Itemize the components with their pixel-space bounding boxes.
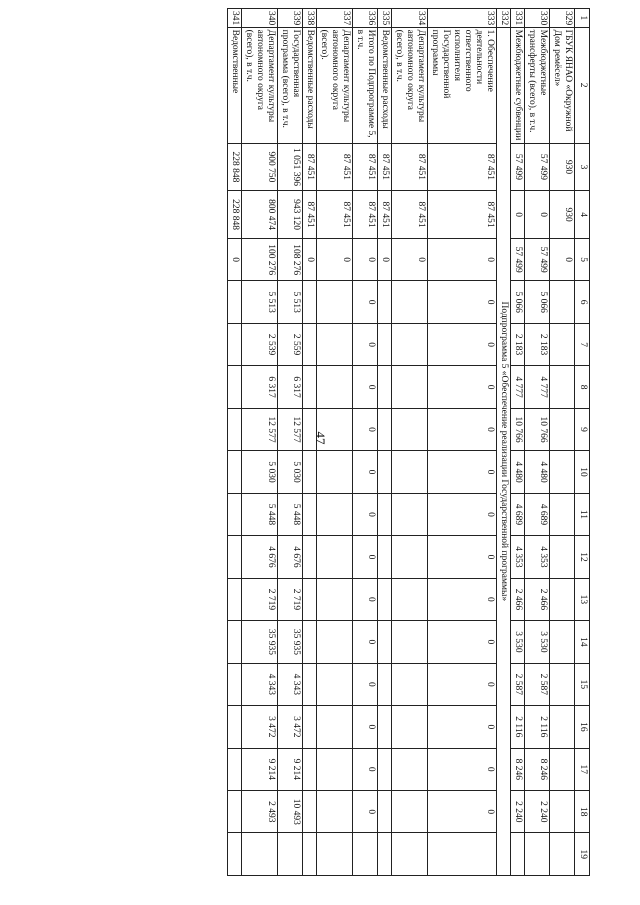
- table-cell: 2 719: [242, 578, 278, 620]
- table-cell: [303, 366, 317, 408]
- table-cell: 10 493: [278, 791, 303, 833]
- table-cell: 2 466: [525, 578, 550, 620]
- table-cell: [550, 791, 575, 833]
- table-cell: 35 935: [242, 621, 278, 663]
- table-cell: 2 587: [511, 663, 525, 705]
- table-row: [550, 9, 575, 876]
- table-cell: 2 466: [511, 578, 525, 620]
- table-cell: [317, 706, 353, 748]
- table-cell: [392, 451, 428, 493]
- table-cell: 87 451: [353, 143, 378, 191]
- table-cell: [303, 748, 317, 790]
- table-cell: 57 499: [525, 238, 550, 280]
- table-cell: 2 183: [511, 323, 525, 365]
- table-cell: 2 539: [242, 323, 278, 365]
- table-cell: 0: [392, 238, 428, 280]
- table-cell: 2 116: [511, 706, 525, 748]
- table-cell: [228, 621, 242, 663]
- table-cell: 87 451: [428, 143, 497, 191]
- row-number: 330: [525, 9, 550, 28]
- table-cell: 0: [428, 578, 497, 620]
- table-cell: [378, 536, 392, 578]
- table-row: [303, 9, 317, 876]
- table-cell: [317, 748, 353, 790]
- row-label: Межбюджетные трансферты (всего), в т.ч.: [525, 27, 550, 143]
- table-cell: 5 066: [525, 281, 550, 323]
- table-row: [317, 9, 353, 876]
- table-cell: 12 577: [242, 408, 278, 450]
- table-cell: [228, 451, 242, 493]
- table-cell: 4 353: [511, 536, 525, 578]
- table-cell: 87 451: [392, 143, 428, 191]
- table-cell: 0: [353, 493, 378, 535]
- table-cell: 87 451: [392, 191, 428, 239]
- table-cell: [550, 663, 575, 705]
- table-cell: 943 120: [278, 191, 303, 239]
- table-cell: 10 766: [511, 408, 525, 450]
- row-number: 331: [511, 9, 525, 28]
- table-cell: 87 451: [378, 143, 392, 191]
- table-cell: 108 276: [278, 238, 303, 280]
- row-number: 329: [550, 9, 575, 28]
- table-cell: 2 493: [242, 791, 278, 833]
- table-cell: [550, 536, 575, 578]
- table-row: [242, 9, 278, 876]
- table-cell: 800 474: [242, 191, 278, 239]
- table-cell: [228, 706, 242, 748]
- table-cell: 5 513: [242, 281, 278, 323]
- column-header: 13: [575, 578, 590, 620]
- table-cell: [303, 833, 317, 876]
- table-row: [525, 9, 550, 876]
- column-header: 15: [575, 663, 590, 705]
- table-cell: 100 276: [242, 238, 278, 280]
- table-cell: 3 472: [278, 706, 303, 748]
- table-cell: [392, 663, 428, 705]
- table-cell: [303, 408, 317, 450]
- table-cell: 9 214: [278, 748, 303, 790]
- table-cell: [392, 366, 428, 408]
- table-cell: [392, 791, 428, 833]
- table-cell: 0: [353, 621, 378, 663]
- row-label: Ведомственные расходы: [303, 27, 317, 143]
- table-cell: [353, 833, 378, 876]
- table-cell: 4 343: [278, 663, 303, 705]
- table-cell: 0: [228, 238, 242, 280]
- table-cell: [550, 621, 575, 663]
- table-cell: 10 766: [525, 408, 550, 450]
- table-body: [228, 9, 575, 876]
- table-cell: 228 848: [228, 191, 242, 239]
- row-label: Ведомственные: [228, 27, 242, 143]
- table-cell: [303, 706, 317, 748]
- table-cell: 0: [353, 366, 378, 408]
- table-row: [228, 9, 242, 876]
- table-cell: 0: [353, 748, 378, 790]
- table-cell: 3 472: [242, 706, 278, 748]
- table-cell: [550, 408, 575, 450]
- table-cell: [378, 578, 392, 620]
- table-cell: 0: [428, 366, 497, 408]
- table-cell: [317, 578, 353, 620]
- table-cell: 8 246: [525, 748, 550, 790]
- table-cell: 0: [428, 323, 497, 365]
- row-number: 333: [428, 9, 497, 28]
- table-cell: 57 499: [511, 143, 525, 191]
- table-cell: 5 448: [278, 493, 303, 535]
- table-cell: 0: [428, 238, 497, 280]
- table-cell: [550, 493, 575, 535]
- table-cell: [378, 621, 392, 663]
- table-cell: 0: [353, 791, 378, 833]
- column-header: 7: [575, 323, 590, 365]
- table-cell: [317, 408, 353, 450]
- row-label: Ведомственные расходы: [378, 27, 392, 143]
- row-number: 338: [303, 9, 317, 28]
- row-number: 335: [378, 9, 392, 28]
- column-header: 19: [575, 833, 590, 876]
- table-row: [392, 9, 428, 876]
- table-row: [353, 9, 378, 876]
- table-cell: [317, 366, 353, 408]
- table-cell: [378, 791, 392, 833]
- table-cell: 0: [353, 536, 378, 578]
- row-label: Государственная программа (всего), в т.ч.: [278, 27, 303, 143]
- table-cell: [278, 833, 303, 876]
- table-cell: [511, 833, 525, 876]
- page-number: 47: [313, 431, 328, 445]
- table-cell: 0: [353, 706, 378, 748]
- table-cell: [392, 621, 428, 663]
- table-cell: [228, 281, 242, 323]
- column-header: 16: [575, 706, 590, 748]
- table-cell: 3 530: [525, 621, 550, 663]
- table-cell: [378, 366, 392, 408]
- table-cell: 4 689: [511, 493, 525, 535]
- table-cell: 4 777: [511, 366, 525, 408]
- table-cell: [378, 451, 392, 493]
- budget-table-sheet: [105, 8, 590, 876]
- table-cell: [378, 663, 392, 705]
- table-cell: 35 935: [278, 621, 303, 663]
- row-label: Департамент культуры автономного округа (всего), в т.ч.: [392, 27, 428, 143]
- table-cell: 87 451: [303, 191, 317, 239]
- table-cell: [378, 493, 392, 535]
- table-cell: 2 719: [278, 578, 303, 620]
- column-header: 10: [575, 451, 590, 493]
- table-cell: 0: [353, 238, 378, 280]
- table-cell: 0: [550, 238, 575, 280]
- table-cell: 0: [353, 281, 378, 323]
- column-header: 6: [575, 281, 590, 323]
- table-cell: [303, 663, 317, 705]
- table-cell: 0: [353, 323, 378, 365]
- table-cell: 3 530: [511, 621, 525, 663]
- table-cell: 900 750: [242, 143, 278, 191]
- table-cell: [378, 706, 392, 748]
- table-cell: 0: [428, 281, 497, 323]
- table-cell: [392, 578, 428, 620]
- table-cell: 57 499: [525, 143, 550, 191]
- table-cell: [378, 748, 392, 790]
- table-cell: [228, 536, 242, 578]
- table-cell: 0: [378, 238, 392, 280]
- table-cell: [317, 833, 353, 876]
- table-cell: [392, 408, 428, 450]
- column-header: 4: [575, 191, 590, 239]
- table-cell: [228, 578, 242, 620]
- table-cell: 930: [550, 143, 575, 191]
- table-cell: [392, 536, 428, 578]
- table-cell: 4 353: [525, 536, 550, 578]
- table-cell: 0: [428, 536, 497, 578]
- row-label: ГБУК ЯНАО «Окружной Дом ремёсел»: [550, 27, 575, 143]
- table-cell: [317, 791, 353, 833]
- table-cell: 87 451: [317, 191, 353, 239]
- table-cell: [392, 706, 428, 748]
- column-header: 3: [575, 143, 590, 191]
- table-cell: 4 480: [511, 451, 525, 493]
- table-cell: 6 317: [278, 366, 303, 408]
- subprogram-title: Подпрограмма 5 «Обеспечение реализации Государственной программы»: [497, 27, 511, 875]
- table-cell: 87 451: [378, 191, 392, 239]
- table-cell: [317, 621, 353, 663]
- row-label: 1. Обеспечение деятельности ответственного исполнителя Государственной программы: [428, 27, 497, 143]
- table-cell: [550, 451, 575, 493]
- table-cell: 9 214: [242, 748, 278, 790]
- table-cell: 0: [428, 663, 497, 705]
- table-cell: [378, 323, 392, 365]
- table-cell: [392, 748, 428, 790]
- table-cell: [228, 366, 242, 408]
- table-cell: 0: [303, 238, 317, 280]
- column-header: 18: [575, 791, 590, 833]
- table-cell: 57 499: [511, 238, 525, 280]
- column-header: 11: [575, 493, 590, 535]
- table-cell: 228 848: [228, 143, 242, 191]
- row-number: 339: [278, 9, 303, 28]
- table-cell: 4 343: [242, 663, 278, 705]
- row-label: Межбюджетные субвенции: [511, 27, 525, 143]
- row-label: Итого по Подпрограмме 5, в т.ч.: [353, 27, 378, 143]
- table-cell: 0: [428, 791, 497, 833]
- table-cell: 5 030: [242, 451, 278, 493]
- table-cell: 87 451: [303, 143, 317, 191]
- table-cell: [303, 451, 317, 493]
- table-cell: 87 451: [353, 191, 378, 239]
- table-cell: 0: [317, 238, 353, 280]
- table-cell: 2 240: [511, 791, 525, 833]
- table-cell: 0: [428, 451, 497, 493]
- table-row: [378, 9, 392, 876]
- table-cell: 0: [353, 408, 378, 450]
- table-cell: [392, 493, 428, 535]
- table-cell: 0: [428, 493, 497, 535]
- table-cell: [317, 663, 353, 705]
- table-cell: 0: [428, 748, 497, 790]
- table-cell: 12 577: [278, 408, 303, 450]
- table-cell: [228, 748, 242, 790]
- table-cell: [550, 706, 575, 748]
- table-cell: [550, 578, 575, 620]
- table-cell: [317, 281, 353, 323]
- column-header: 1: [575, 9, 590, 28]
- column-header: 2: [575, 27, 590, 143]
- table-row: [428, 9, 497, 876]
- table-cell: [303, 323, 317, 365]
- table-cell: [525, 833, 550, 876]
- column-header: 14: [575, 621, 590, 663]
- table-cell: 0: [428, 621, 497, 663]
- table-cell: 2 240: [525, 791, 550, 833]
- table-cell: 4 777: [525, 366, 550, 408]
- row-number: 336: [353, 9, 378, 28]
- table-cell: [550, 281, 575, 323]
- table-cell: [317, 323, 353, 365]
- table-cell: 8 246: [511, 748, 525, 790]
- row-number: 341: [228, 9, 242, 28]
- table-cell: 2 559: [278, 323, 303, 365]
- table-cell: 930: [550, 191, 575, 239]
- table-cell: [550, 833, 575, 876]
- table-cell: [392, 281, 428, 323]
- row-label: Департамент культуры автономного округа (всего), в т.ч.: [242, 27, 278, 143]
- table-cell: 87 451: [317, 143, 353, 191]
- table-cell: [228, 833, 242, 876]
- table-cell: 6 317: [242, 366, 278, 408]
- table-cell: 5 513: [278, 281, 303, 323]
- table-cell: 5 448: [242, 493, 278, 535]
- table-cell: [550, 323, 575, 365]
- table-cell: 0: [428, 706, 497, 748]
- column-header: 9: [575, 408, 590, 450]
- table-cell: [228, 323, 242, 365]
- row-number: 332: [497, 9, 511, 28]
- table-cell: 4 480: [525, 451, 550, 493]
- row-label: Департамент культуры автономного округа (всего).: [317, 27, 353, 143]
- budget-table: [227, 8, 590, 876]
- table-cell: [428, 833, 497, 876]
- table-cell: [303, 791, 317, 833]
- table-cell: 0: [525, 191, 550, 239]
- table-cell: [228, 663, 242, 705]
- table-cell: 0: [353, 663, 378, 705]
- table-cell: [550, 748, 575, 790]
- table-cell: 2 183: [525, 323, 550, 365]
- column-header: 17: [575, 748, 590, 790]
- table-cell: 0: [353, 451, 378, 493]
- row-number: 334: [392, 9, 428, 28]
- table-cell: [303, 281, 317, 323]
- table-cell: 5 030: [278, 451, 303, 493]
- row-number: 340: [242, 9, 278, 28]
- table-cell: [303, 493, 317, 535]
- column-header: 5: [575, 238, 590, 280]
- row-number: 337: [317, 9, 353, 28]
- table-cell: 2 587: [525, 663, 550, 705]
- table-cell: [378, 281, 392, 323]
- table-cell: 4 676: [242, 536, 278, 578]
- table-cell: [317, 493, 353, 535]
- table-cell: 87 451: [428, 191, 497, 239]
- table-cell: 5 066: [511, 281, 525, 323]
- table-cell: [228, 493, 242, 535]
- table-row: [278, 9, 303, 876]
- table-cell: 0: [353, 578, 378, 620]
- column-header: 8: [575, 366, 590, 408]
- table-cell: [392, 323, 428, 365]
- table-cell: [378, 408, 392, 450]
- table-cell: [317, 451, 353, 493]
- table-cell: [228, 408, 242, 450]
- table-cell: [378, 833, 392, 876]
- table-cell: 4 689: [525, 493, 550, 535]
- table-cell: [550, 366, 575, 408]
- table-cell: [242, 833, 278, 876]
- table-cell: 0: [511, 191, 525, 239]
- table-cell: 4 676: [278, 536, 303, 578]
- table-cell: 2 116: [525, 706, 550, 748]
- table-cell: [228, 791, 242, 833]
- table-cell: 0: [428, 408, 497, 450]
- table-row: [511, 9, 525, 876]
- table-cell: [317, 536, 353, 578]
- table-cell: [303, 621, 317, 663]
- table-cell: [303, 578, 317, 620]
- table-cell: [392, 833, 428, 876]
- subprogram-row: [497, 9, 511, 876]
- column-header: 12: [575, 536, 590, 578]
- table-cell: 1 051 396: [278, 143, 303, 191]
- table-cell: [303, 536, 317, 578]
- header-row: [575, 9, 590, 876]
